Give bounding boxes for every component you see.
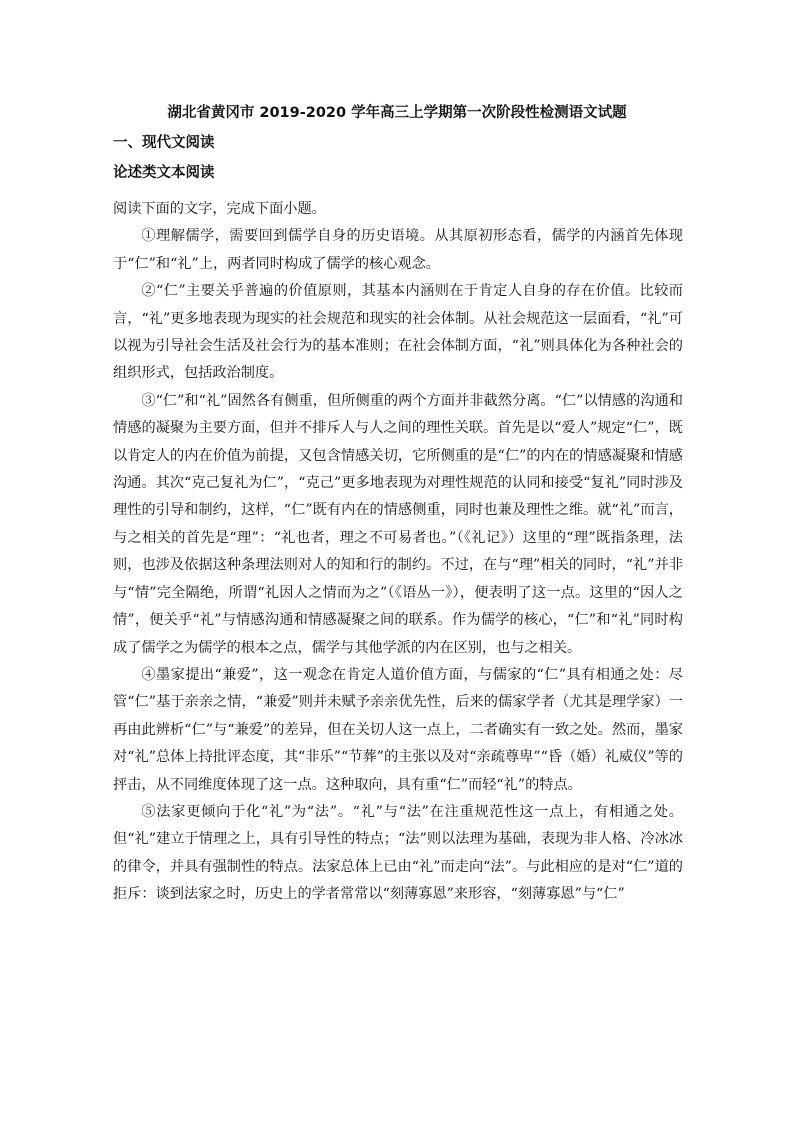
paragraph-1: ①理解儒学，需要回到儒学自身的历史语境。从其原初形态看，儒学的内涵首先体现于“仁”和“礼”上，两者同时构成了儒学的核心观念。 xyxy=(113,228,683,272)
document-title: 湖北省黄冈市 2019-2020 学年高三上学期第一次阶段性检测语文试题 xyxy=(167,105,627,121)
instruction-text: 阅读下面的文字，完成下面小题。 xyxy=(113,201,326,217)
reading-passage xyxy=(113,196,683,909)
paragraph-5: ⑤法家更倾向于化“礼”为“法”。“礼”与“法”在注重规范性这一点上，有相通之处。但“礼”建立于情理之上，具有引导性的特点；“法”则以法理为基础，表现为非人格、冷冰冰的律令，并具有强制性的特点。法家总体上已由“礼”而走向“法”。与此相应的是对“仁”道的拒斥：谈到法家之时，历史上的学者常常以“刻薄寡恩”来形容，“刻薄寡恩”与“仁” xyxy=(113,803,683,903)
section-heading: 一、现代文阅读 xyxy=(113,135,215,151)
paragraph-2: ②“仁”主要关乎普遍的价值原则，其基本内涵则在于肯定人自身的存在价值。比较而言，“礼”更多地表现为现实的社会规范和现实的社会体制。从社会规范这一层面看，“礼”可以视为引导社会生活及社会行为的基本准则；在社会体制方面，“礼”则具体化为各种社会的组织形式，包括政治制度。 xyxy=(113,283,683,382)
paragraph-3: ③“仁”和“礼”固然各有侧重，但所侧重的两个方面并非截然分离。“仁”以情感的沟通和情感的凝聚为主要方面，但并不排斥人与人之间的理性关联。首先是以“爱人”规定“仁”，既以肯定人的内在价值为前提，又包含情感关切，它所侧重的是“仁”的内在的情感凝聚和情感沟通。其次“克己复礼为仁”，“克己”更多地表现为对理性规范的认同和接受“复礼”同时涉及理性的引导和制约，这样，“仁”既有内在的情感侧重，同时也兼及理性之维。就“礼”而言，与之相关的首先是“理”：“礼也者，理之不可易者也。”（《礼记》）这里的“理”既指条理，法则，也涉及依据这种条理法则对人的知和行的制约。不过，在与“理”相关的同时，“礼”并非与“情”完全隔绝，所谓“礼因人之情而为之”（《语丛一》），便表明了这一点。这里的“因人之情”，便关乎“礼”与情感沟通和情感凝聚之间的联系。作为儒学的核心，“仁”和“礼”同时构成了儒学之为儒学的根本之点，儒学与其他学派的内在区别，也与之相关。 xyxy=(113,392,683,656)
subsection-heading: 论述类文本阅读 xyxy=(113,165,215,181)
paragraph-4: ④墨家提出“兼爱”，这一观念在肯定人道价值方面，与儒家的“仁”具有相通之处：尽管“仁”基于亲亲之情，“兼爱”则并未赋予亲亲优先性，后来的儒家学者（尤其是理学家）一再由此辨析“仁”与“兼爱”的差异，但在关切人这一点上，二者确实有一致之处。然而，墨家对“礼”总体上持批评态度，其“非乐”“节葬”的主张以及对“亲疏尊卑”“昏（婚）礼威仪”等的抨击，从不同维度体现了这一点。这种取向，具有重“仁”而轻“礼”的特点。 xyxy=(113,666,683,793)
